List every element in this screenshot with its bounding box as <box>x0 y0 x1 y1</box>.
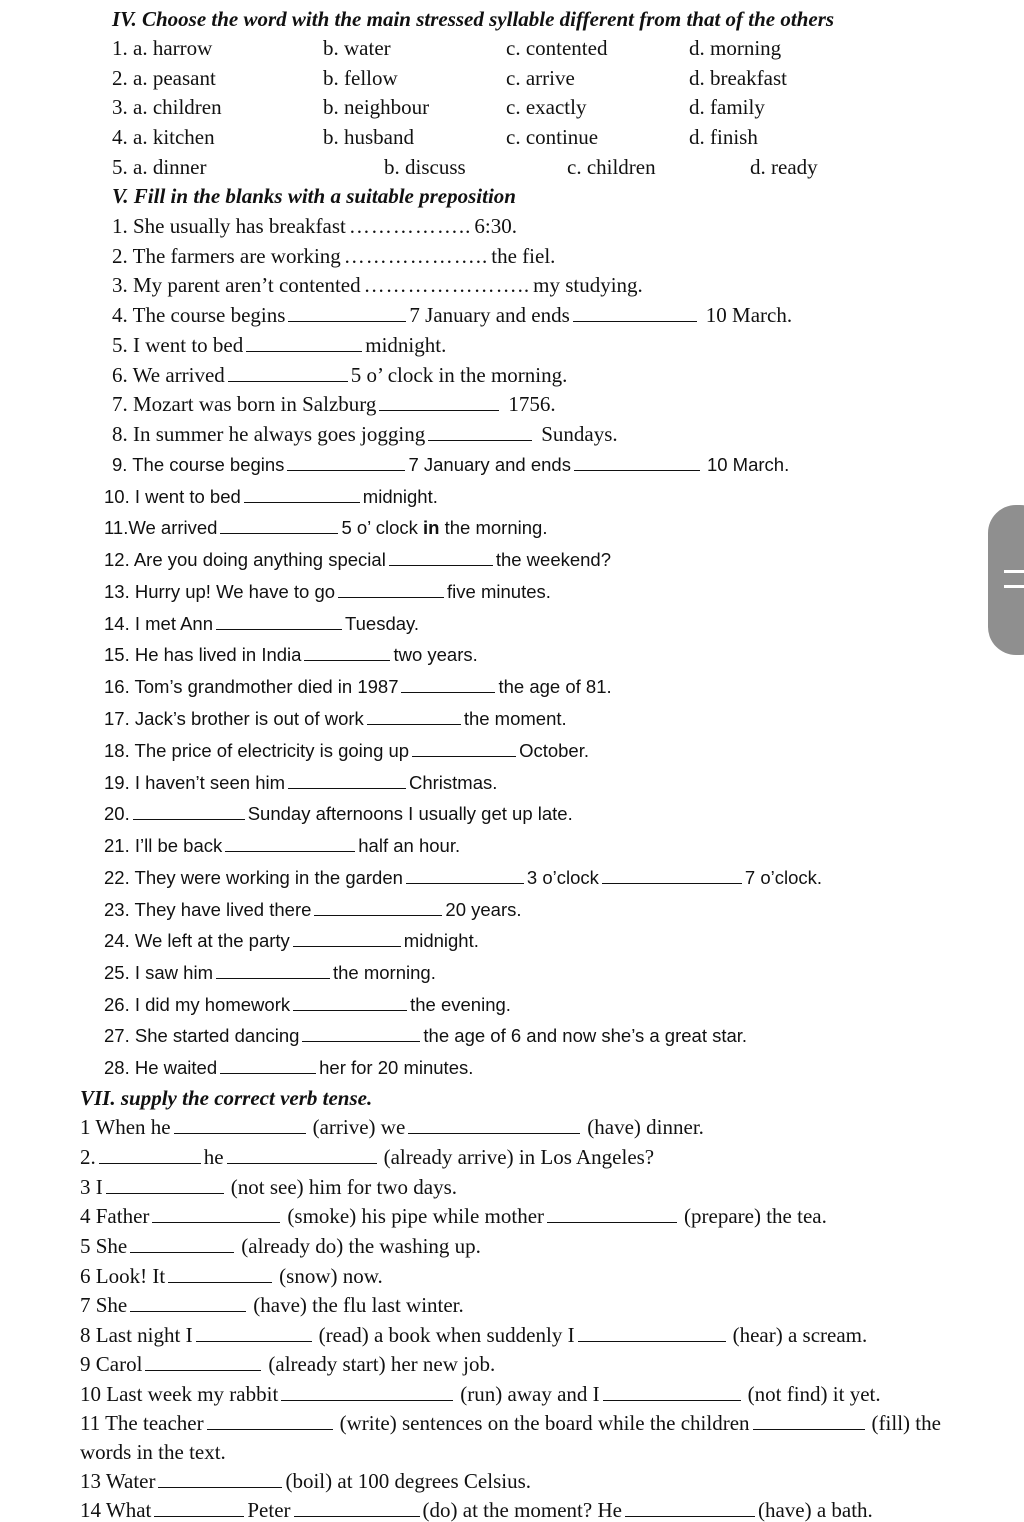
option-c: c. children <box>567 155 656 179</box>
verb-item-7 <box>80 1295 464 1316</box>
item-text: 4 Father <box>80 1204 150 1228</box>
answer-blank[interactable] <box>293 1009 407 1011</box>
answer-blank[interactable] <box>133 818 245 820</box>
fill-item-28 <box>104 1059 473 1078</box>
fill-item-9 <box>112 456 789 475</box>
fill-item-8 <box>112 424 618 445</box>
fill-item-22 <box>104 869 822 888</box>
answer-blank[interactable] <box>293 945 401 947</box>
option-a: 4. a. kitchen <box>112 125 215 149</box>
answer-dots: ………………….. <box>363 273 531 297</box>
option-c: c. continue <box>506 125 599 149</box>
fill-item-18 <box>104 742 589 761</box>
item-text: the morning. <box>333 962 436 983</box>
answer-blank[interactable] <box>294 1515 420 1517</box>
section-7-title: VII. supply the correct verb tense. <box>80 1086 373 1110</box>
fill-item-5 <box>112 335 446 356</box>
answer-blank[interactable] <box>246 350 362 352</box>
verb-item-8 <box>80 1325 867 1346</box>
section-4-title: IV. Choose the word with the main stressed syllable different from that of the others <box>112 7 835 31</box>
answer-blank[interactable] <box>625 1515 755 1517</box>
item-text: (hear) a scream. <box>732 1323 868 1347</box>
verb-item-13 <box>80 1471 531 1492</box>
item-text: 13 Water <box>80 1469 156 1493</box>
fill-item-10 <box>104 488 438 507</box>
answer-blank[interactable] <box>99 1162 201 1164</box>
item-text: 27. She started dancing <box>104 1025 300 1046</box>
item-text: (run) away and I <box>460 1382 600 1406</box>
item-text: 6. We arrived <box>112 363 225 387</box>
item-text: 9. The course begins <box>112 454 285 475</box>
item-text: 7 She <box>80 1293 128 1317</box>
option-b: b. husband <box>323 125 414 149</box>
fill-item-15 <box>104 646 478 665</box>
item-text: 5 She <box>80 1234 128 1258</box>
option-d: d. morning <box>689 36 782 60</box>
answer-blank[interactable] <box>288 320 406 322</box>
option-a: 5. a. dinner <box>112 155 207 179</box>
item-text: 16. Tom’s grandmother died in 1987 <box>104 676 399 697</box>
answer-blank[interactable] <box>196 1340 312 1342</box>
item-text: 13. Hurry up! We have to go <box>104 581 336 602</box>
answer-blank[interactable] <box>220 532 338 534</box>
option-b: b. fellow <box>323 66 398 90</box>
item-text: (have) a bath. <box>757 1498 873 1522</box>
item-text: 3 I <box>80 1175 103 1199</box>
option-d: d. ready <box>750 155 818 179</box>
fill-item-20 <box>104 805 573 824</box>
item-text: (read) a book when suddenly I <box>318 1323 575 1347</box>
fill-item-13 <box>104 583 551 602</box>
item-text: (prepare) the tea. <box>684 1204 827 1228</box>
item-text: (fill) the <box>871 1411 941 1435</box>
item-text: Sunday afternoons I usually get up late. <box>247 803 573 824</box>
answer-blank[interactable] <box>216 977 330 979</box>
item-text: two years. <box>393 644 478 665</box>
item-text: 24. We left at the party <box>104 930 290 951</box>
fill-item-2 <box>112 246 555 267</box>
item-text: 23. They have lived there <box>104 899 312 920</box>
item-text: 1756. <box>508 392 556 416</box>
item-text: (write) sentences on the board while the children <box>339 1411 750 1435</box>
item-text: 8. In summer he always goes jogging <box>112 422 426 446</box>
answer-blank[interactable] <box>154 1515 244 1517</box>
answer-dots: ……………….. <box>343 244 489 268</box>
verb-item-1 <box>80 1117 704 1138</box>
item-text: (smoke) his pipe while mother <box>287 1204 545 1228</box>
item-text: (have) dinner. <box>587 1115 704 1139</box>
menu-icon <box>1004 570 1024 573</box>
item-text: 4. The course begins <box>112 303 286 327</box>
fill-item-17 <box>104 710 567 729</box>
answer-blank[interactable] <box>145 1369 261 1371</box>
item-text: Tuesday. <box>345 613 420 634</box>
item-text: the fiel. <box>491 244 556 268</box>
item-text: the weekend? <box>495 549 612 570</box>
verb-item-4 <box>80 1206 827 1227</box>
answer-blank[interactable] <box>574 469 700 471</box>
item-text: (have) the flu last winter. <box>253 1293 464 1317</box>
answer-blank[interactable] <box>220 1072 316 1074</box>
item-text: 3 o’clock <box>526 867 599 888</box>
item-text: 1. She usually has breakfast <box>112 214 346 238</box>
item-text: (arrive) we <box>312 1115 406 1139</box>
option-a: 3. a. children <box>112 95 222 119</box>
item-text: (boil) at 100 degrees Celsius. <box>285 1469 532 1493</box>
answer-blank[interactable] <box>573 320 697 322</box>
fill-item-11 <box>104 519 547 538</box>
option-d: d. family <box>689 95 765 119</box>
answer-blank[interactable] <box>314 914 442 916</box>
answer-blank[interactable] <box>367 723 461 725</box>
item-text: 2. The farmers are working <box>112 244 341 268</box>
item-text: half an hour. <box>358 835 461 856</box>
answer-blank[interactable] <box>379 409 499 411</box>
item-text: 20. <box>104 803 130 824</box>
item-text: the moment. <box>463 708 567 729</box>
item-text: 5 o’ clock in the morning. <box>350 363 568 387</box>
item-text: 7. Mozart was born in Salzburg <box>112 392 377 416</box>
item-text: 3. My parent aren’t contented <box>112 273 361 297</box>
answer-blank[interactable] <box>389 564 493 566</box>
item-text: (snow) now. <box>279 1264 383 1288</box>
item-text: (already do) the washing up. <box>241 1234 481 1258</box>
item-text: 21. I’ll be back <box>104 835 223 856</box>
answer-blank[interactable] <box>228 380 348 382</box>
item-text: (not find) it yet. <box>747 1382 881 1406</box>
answer-blank[interactable] <box>304 659 390 661</box>
answer-blank[interactable] <box>547 1221 677 1223</box>
answer-blank[interactable] <box>174 1132 306 1134</box>
item-text: 25. I saw him <box>104 962 213 983</box>
answer-blank[interactable] <box>281 1399 453 1401</box>
item-text: her for 20 minutes. <box>319 1057 474 1078</box>
menu-icon <box>1004 585 1024 588</box>
option-b: b. water <box>323 36 391 60</box>
answer-blank[interactable] <box>408 1132 580 1134</box>
verb-item-10 <box>80 1384 881 1405</box>
option-c: c. contented <box>506 36 608 60</box>
fill-item-6 <box>112 365 567 386</box>
fill-item-21 <box>104 837 460 856</box>
fill-item-27 <box>104 1027 747 1046</box>
option-b: b. neighbour <box>323 95 430 119</box>
answer-blank[interactable] <box>225 850 355 852</box>
item-text: the age of 81. <box>498 676 612 697</box>
item-text: my studying. <box>533 273 643 297</box>
item-text: 22. They were working in the garden <box>104 867 403 888</box>
answer-blank[interactable] <box>130 1251 234 1253</box>
item-text: 11 The teacher <box>80 1411 204 1435</box>
fill-item-25 <box>104 964 436 983</box>
item-text: 10 March. <box>705 303 793 327</box>
item-text: 17. Jack’s brother is out of work <box>104 708 364 729</box>
fill-item-26 <box>104 996 511 1015</box>
item-text: 7 o’clock. <box>744 867 823 888</box>
item-text: midnight. <box>362 486 438 507</box>
fill-item-3 <box>112 275 643 296</box>
option-c: c. arrive <box>506 66 575 90</box>
item-text: 18. The price of electricity is going up <box>104 740 410 761</box>
item-text: 28. He waited <box>104 1057 218 1078</box>
answer-blank[interactable] <box>578 1340 726 1342</box>
answer-blank[interactable] <box>288 787 406 789</box>
item-text: 1 When he <box>80 1115 171 1139</box>
answer-blank[interactable] <box>168 1281 272 1283</box>
item-text: 15. He has lived in India <box>104 644 302 665</box>
answer-blank[interactable] <box>287 469 405 471</box>
fill-item-24 <box>104 932 479 951</box>
item-text: the age of 6 and now she’s a great star. <box>423 1025 748 1046</box>
answer-blank[interactable] <box>216 628 342 630</box>
item-text: five minutes. <box>447 581 551 602</box>
item-text: 10 Last week my rabbit <box>80 1382 279 1406</box>
option-c: c. exactly <box>506 95 587 119</box>
item-text: 7 January and ends <box>408 454 571 475</box>
fill-item-1 <box>112 216 517 237</box>
answer-blank[interactable] <box>753 1428 865 1430</box>
item-text: 8 Last night I <box>80 1323 193 1347</box>
item-text-bold: in <box>423 517 440 538</box>
item-text: 2. <box>80 1145 96 1169</box>
fill-item-14 <box>104 615 419 634</box>
verb-item-9 <box>80 1354 495 1375</box>
fill-item-19 <box>104 774 497 793</box>
option-a: 1. a. harrow <box>112 36 213 60</box>
item-text: the evening. <box>410 994 511 1015</box>
item-text: Sundays. <box>541 422 618 446</box>
verb-item-2 <box>80 1147 654 1168</box>
item-text: 5. I went to bed <box>112 333 244 357</box>
item-text: Peter <box>247 1498 291 1522</box>
verb-item-11-continued <box>80 1442 226 1463</box>
answer-blank[interactable] <box>603 1399 741 1401</box>
side-panel-tab[interactable] <box>988 505 1024 655</box>
verb-item-11 <box>80 1413 941 1434</box>
item-text: 5 o’ clock <box>341 517 424 538</box>
item-text: words in the text. <box>80 1440 226 1464</box>
fill-item-16 <box>104 678 612 697</box>
section-5-title: V. Fill in the blanks with a suitable preposition <box>112 184 516 208</box>
answer-blank[interactable] <box>244 501 360 503</box>
answer-blank[interactable] <box>130 1310 246 1312</box>
item-text: 14. I met Ann <box>104 613 214 634</box>
verb-item-3 <box>80 1177 457 1198</box>
item-text: Christmas. <box>409 772 498 793</box>
verb-item-5 <box>80 1236 481 1257</box>
item-text: (do) at the moment? He <box>422 1498 622 1522</box>
item-text: (already start) her new job. <box>268 1352 496 1376</box>
answer-blank[interactable] <box>207 1428 333 1430</box>
answer-blank[interactable] <box>106 1192 224 1194</box>
item-text: 7 January and ends <box>409 303 570 327</box>
verb-item-14 <box>80 1500 873 1521</box>
answer-blank[interactable] <box>152 1221 280 1223</box>
fill-item-4 <box>112 305 792 326</box>
verb-item-6 <box>80 1266 383 1287</box>
item-text: 11.We arrived <box>104 517 218 538</box>
item-text: he <box>203 1145 224 1169</box>
answer-blank[interactable] <box>428 439 532 441</box>
answer-blank[interactable] <box>406 882 524 884</box>
answer-blank[interactable] <box>227 1162 377 1164</box>
item-text: 10. I went to bed <box>104 486 241 507</box>
item-text: 26. I did my homework <box>104 994 291 1015</box>
answer-blank[interactable] <box>338 596 444 598</box>
item-text: 6:30. <box>474 214 517 238</box>
answer-blank[interactable] <box>302 1040 420 1042</box>
item-text: (already arrive) in Los Angeles? <box>383 1145 655 1169</box>
item-text: (not see) him for two days. <box>230 1175 458 1199</box>
answer-dots: …………….. <box>348 214 472 238</box>
item-text: the morning. <box>439 517 548 538</box>
item-text: midnight. <box>365 333 447 357</box>
answer-blank[interactable] <box>412 755 516 757</box>
fill-item-7 <box>112 394 556 415</box>
option-a: 2. a. peasant <box>112 66 216 90</box>
item-text: October. <box>519 740 590 761</box>
item-text: 9 Carol <box>80 1352 143 1376</box>
item-text: 14 What <box>80 1498 152 1522</box>
item-text: 6 Look! It <box>80 1264 166 1288</box>
item-text: 12. Are you doing anything special <box>104 549 386 570</box>
answer-blank[interactable] <box>602 882 742 884</box>
fill-item-12 <box>104 551 611 570</box>
item-text: 19. I haven’t seen him <box>104 772 285 793</box>
item-text: 10 March. <box>706 454 790 475</box>
item-text: 20 years. <box>445 899 522 920</box>
option-b: b. discuss <box>384 155 466 179</box>
item-text: midnight. <box>403 930 479 951</box>
answer-blank[interactable] <box>401 691 495 693</box>
answer-blank[interactable] <box>158 1486 282 1488</box>
option-d: d. finish <box>689 125 758 149</box>
option-d: d. breakfast <box>689 66 787 90</box>
fill-item-23 <box>104 901 522 920</box>
